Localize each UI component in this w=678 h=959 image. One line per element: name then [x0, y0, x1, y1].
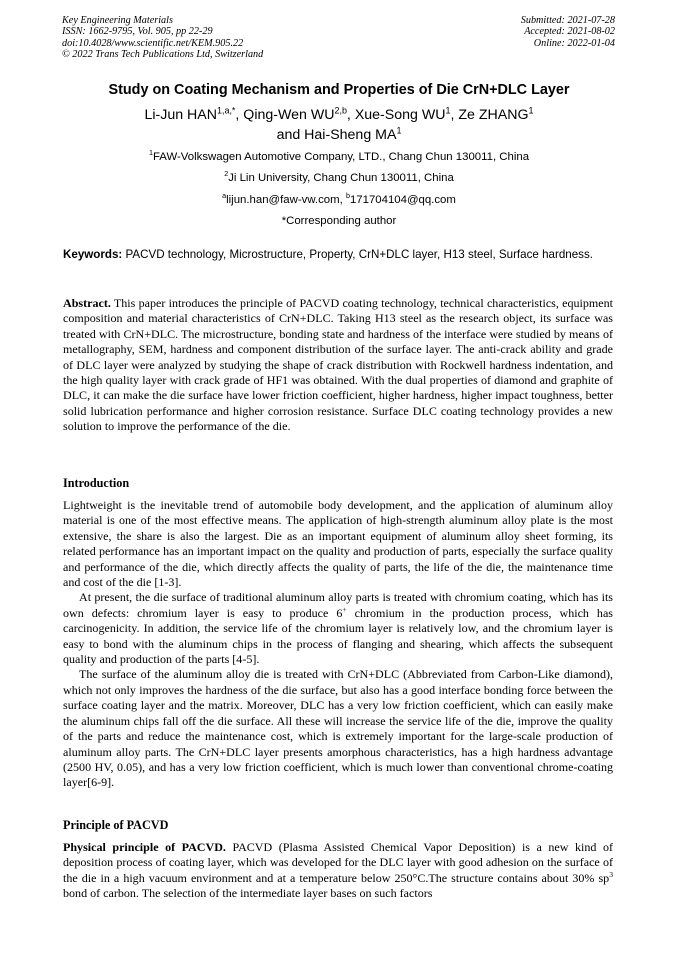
author-name: Li-Jun HAN [144, 107, 218, 123]
keywords-label: Keywords: [63, 248, 123, 261]
paragraph: The surface of the aluminum alloy die is treated with CrN+DLC (Abbreviated from Carbon-Like diamond), which not only improves the hardness of the die surface, but also has a good interface bonding force between the surface coating layer and the matrix. Moreover, DLC has a very low friction coefficient, which can easily make the aluminum chips fall off the die surface. All these will increase the service life of the die, improve the quality of the parts and reduce the maintenance cost, which is extremely important for the large-scale production of aluminum alloy parts. The CrN+DLC layer presents amorphous characteristics, has a high hardness advantage (2500 HV, 0.05), and has a very low friction coefficient, which is much lower than conventional chrome-coating layer[6-9]. [63, 667, 613, 790]
principle-body [63, 840, 613, 902]
abstract-text: This paper introduces the principle of PACVD coating technology, technical characteristics, equipment composition and material characteristics of CrN+DLC. Taking H13 steel as the research object, its surface was treated with CrN+DLC. The microstructure, bonding state and hardness of the interface were studied by means of metallography, SEM, hardness and component distribution of the surface layer. The anti-crack ability and grade of DLC layer were analyzed by studying the shape of crack distribution with Rockwell hardness indentation, and the high quality layer with crack grade of HF1 was obtained. With the dual properties of diamond and graphite of DLC, it can make the die surface have lower friction coefficient, higher hardness, higher impact toughness, better solid lubrication performance and higher corrosion resistance. Surface DLC coating technology provides a new solution to improve the performance of the die. [63, 296, 613, 434]
paragraph-text: bond of carbon. The selection of the intermediate layer bases on such factors [63, 886, 433, 901]
section-heading-principle: Principle of PACVD [63, 818, 169, 832]
author-name: Xue-Song WU [354, 107, 446, 123]
affiliation-2 [0, 171, 678, 185]
journal-info [62, 15, 263, 61]
author-name: and Hai-Sheng MA [276, 127, 397, 143]
author-affil-sup: 1 [528, 105, 534, 116]
paragraph-text: PACVD (Plasma Assisted Chemical Vapor Deposition) is a new kind of deposition process of coating layer, which was developed for the DLC layer with good adhesion on the surface of the die in a high vacuum environment and at a temperature below 250°C.The structure contains about 30% sp [63, 840, 613, 885]
paper-title: Study on Coating Mechanism and Properties of Die CrN+DLC Layer [108, 82, 570, 98]
affiliation-1 [0, 150, 678, 164]
author-list [0, 105, 678, 145]
author-affil-sup: 1 [445, 105, 451, 116]
accepted-date: Accepted: 2021-08-02 [524, 26, 615, 38]
journal-copyright: © 2022 Trans Tech Publications Ltd, Switzerland [62, 49, 264, 61]
email-address: 171704104@qq.com [349, 194, 456, 206]
affiliation-text: Ji Lin University, Chang Chun 130011, China [228, 172, 454, 184]
keywords [63, 248, 613, 263]
author-affil-sup: 1,a,* [217, 105, 236, 116]
paragraph: Lightweight is the inevitable trend of automobile body development, and the application of aluminum alloy material is one of the most effective means. The application of high-strength aluminum alloy plate is the most extensive, the share is also the largest. Die as an important equipment of aluminum alloy sheet forming, its related performance has an important impact on the quality and production of parts, especially the surface quality and performance of the die, which directly affects the quality of parts, the life of the die, the maintenance time and cost of the die [1-3]. [63, 498, 613, 590]
email-sup: a [222, 192, 227, 201]
email-address: lijun.han@faw-vw.com, [226, 194, 346, 206]
author-separator: , [235, 107, 244, 123]
corresponding-author: *Corresponding author [281, 215, 397, 227]
affiliation-sup: 1 [148, 149, 153, 158]
paragraph-text: chromium in the production process, which has carcinogenicity. In addition, the service life of the chromium layer is relatively low, and the chromium layer is easy to bond with the aluminum chips in the process of flanging and shearing, which affects the subsequent quality and production of the parts [4-5]. [63, 605, 613, 667]
author-emails [0, 193, 678, 207]
abstract [63, 296, 613, 435]
abstract-label: Abstract. [63, 296, 111, 310]
affiliation-sup: 2 [224, 170, 229, 179]
superscript: + [342, 604, 347, 614]
author-affil-sup: 2,b [334, 105, 347, 116]
author-name: Qing-Wen WU [243, 107, 335, 123]
journal-doi: doi:10.4028/www.scientific.net/KEM.905.22 [62, 37, 244, 49]
email-sup: b [345, 192, 350, 201]
author-separator: , [346, 107, 355, 123]
affiliation-text: FAW-Volkswagen Automotive Company, LTD., Chang Chun 130011, China [152, 151, 530, 163]
journal-name: Key Engineering Materials [62, 15, 173, 26]
online-date: Online: 2022-01-04 [533, 37, 615, 49]
keywords-text: PACVD technology, Microstructure, Property, CrN+DLC layer, H13 steel, Surface hardness. [122, 248, 593, 261]
submitted-date: Submitted: 2021-07-28 [520, 15, 615, 26]
superscript: 3 [609, 869, 613, 879]
introduction-body [63, 498, 613, 791]
author-name: Ze ZHANG [458, 107, 529, 123]
author-affil-sup: 1 [396, 125, 402, 136]
section-heading-introduction: Introduction [63, 476, 130, 490]
author-separator: , [450, 107, 459, 123]
publication-dates [521, 15, 615, 49]
paragraph-text: At present, the die surface of traditional aluminum alloy parts is treated with chromium coating, which has its own defects: chromium layer is easy to produce 6 [63, 590, 613, 620]
journal-issn: ISSN: 1662-9795, Vol. 905, pp 22-29 [62, 26, 213, 38]
subsection-label: Physical principle of PACVD. [63, 840, 226, 854]
paragraph [63, 590, 613, 667]
